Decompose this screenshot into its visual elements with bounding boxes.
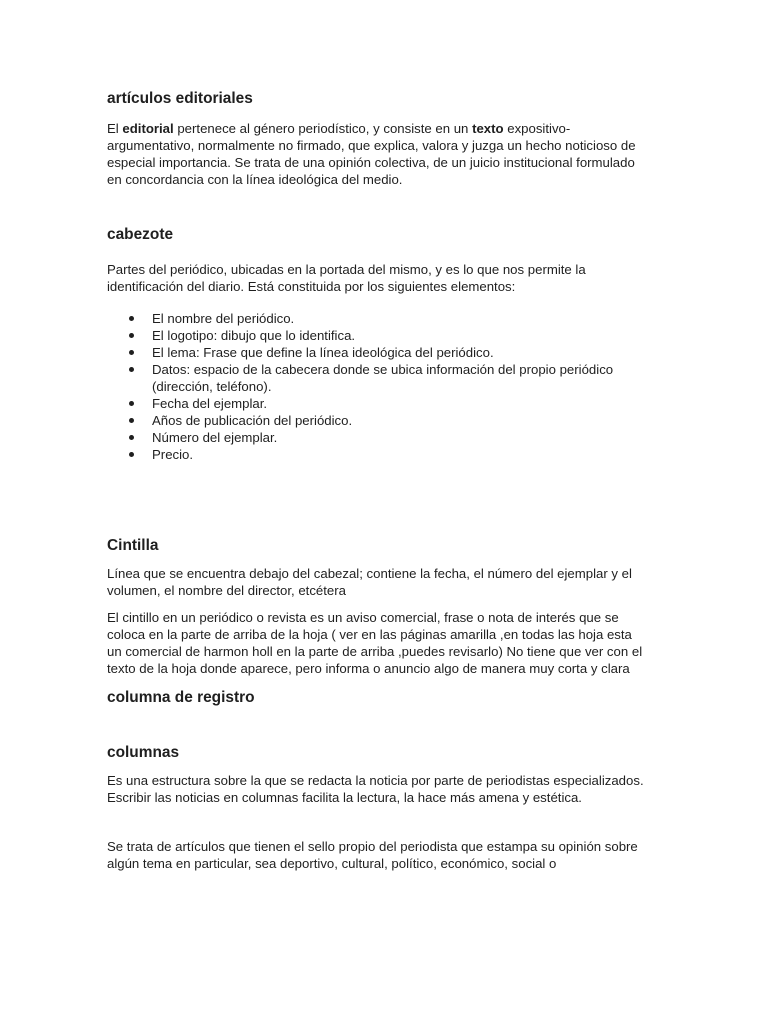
editorial-paragraph — [107, 120, 647, 188]
editorial-text-3: expositivo-argumentativo, normalmente no firmado, que explica, valora y juzga un hecho noticioso de especial importancia. Se trata de una opinión colectiva, de un juicio institucional formulado en concordancia con la línea ideológica del medio. — [107, 121, 636, 187]
document-page — [107, 90, 647, 872]
cintilla-paragraph-1: Línea que se encuentra debajo del cabezal; contiene la fecha, el número del ejemplar y el volumen, el nombre del director, etcétera — [107, 566, 632, 598]
cabezote-intro: Partes del periódico, ubicadas en la portada del mismo, y es lo que nos permite la identificación del diario. Está constituida por los siguientes elementos: — [107, 262, 586, 294]
bullet-icon — [129, 316, 134, 321]
list-item — [107, 446, 647, 463]
list-item — [107, 395, 647, 412]
bullet-icon — [129, 452, 134, 457]
editorial-text-1: El — [107, 121, 123, 136]
bullet-icon — [129, 350, 134, 355]
columnas-paragraph-2: Se trata de artículos que tienen el sello propio del periodista que estampa su opinión sobre algún tema en particular, sea deportivo, cultural, político, económico, social o — [107, 839, 638, 871]
list-item-text: Fecha del ejemplar. — [152, 396, 268, 411]
heading-cabezote: cabezote — [107, 226, 174, 243]
list-item-text: Número del ejemplar. — [152, 430, 278, 445]
heading-cintilla: Cintilla — [107, 537, 159, 554]
bullet-icon — [129, 367, 134, 372]
list-item — [107, 412, 647, 429]
cintilla-paragraph-2: El cintillo en un periódico o revista es un aviso comercial, frase o nota de interés que se coloca en la parte de arriba de la hoja ( ver en las páginas amarilla ,en todas las hoja esta un comercial de harmon holl en la parte de arriba ,puedes revisarlo) No tiene que ver con el texto de la hoja donde aparece, pero informa o anuncio algo de manera muy corta y clara — [107, 610, 643, 676]
list-item-text: Datos: espacio de la cabecera donde se ubica información del propio periódico (dirección, teléfono). — [152, 362, 614, 394]
bullet-icon — [129, 435, 134, 440]
bullet-icon — [129, 333, 134, 338]
heading-columna-de-registro: columna de registro — [107, 689, 255, 706]
list-item-text: El lema: Frase que define la línea ideológica del periódico. — [152, 345, 494, 360]
list-item — [107, 344, 647, 361]
list-item — [107, 327, 647, 344]
heading-columnas: columnas — [107, 744, 180, 761]
editorial-bold-term: editorial — [122, 121, 174, 136]
list-item — [107, 310, 647, 327]
bullet-icon — [129, 418, 134, 423]
bullet-icon — [129, 401, 134, 406]
editorial-text-2: pertenece al género periodístico, y consiste en un — [173, 121, 473, 136]
list-item-text: Precio. — [152, 447, 194, 462]
texto-bold-link[interactable]: texto — [472, 121, 504, 136]
list-item — [107, 361, 647, 395]
list-item-text: El nombre del periódico. — [152, 311, 295, 326]
list-item-text: El logotipo: dibujo que lo identifica. — [152, 328, 356, 343]
heading-articulos-editoriales: artículos editoriales — [107, 90, 253, 107]
cabezote-elements-list — [107, 310, 647, 463]
list-item-text: Años de publicación del periódico. — [152, 413, 353, 428]
columnas-paragraph-1: Es una estructura sobre la que se redacta la noticia por parte de periodistas especializados. Escribir las noticias en columnas facilita la lectura, la hace más amena y estética. — [107, 773, 644, 805]
list-item — [107, 429, 647, 446]
